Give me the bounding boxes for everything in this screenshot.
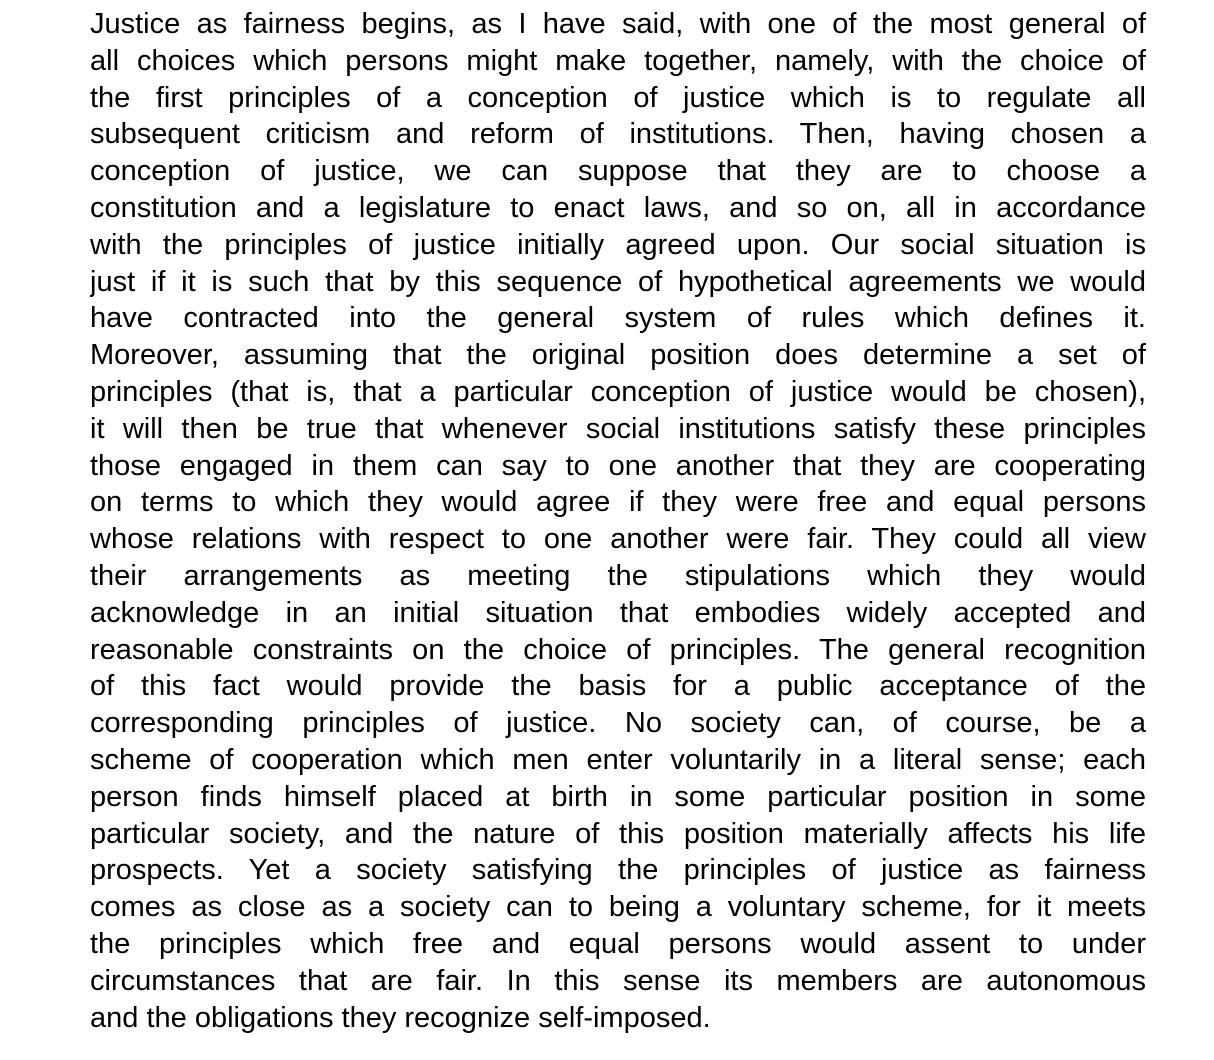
paragraph-line: just if it is such that by this sequence of hypothetical agreements we would	[90, 265, 1146, 298]
paragraph-line: reasonable constraints on the choice of principles. The general recognition	[90, 633, 1146, 666]
paragraph-line: corresponding principles of justice. No society can, of course, be a	[90, 707, 1146, 740]
paragraph-line: their arrangements as meeting the stipulations which they would	[90, 559, 1146, 592]
paragraph-line: constitution and a legislature to enact laws, and so on, all in accordance	[90, 191, 1146, 224]
paragraph-line: all choices which persons might make together, namely, with the choice of	[90, 44, 1146, 77]
paragraph-line: prospects. Yet a society satisfying the principles of justice as fairness	[90, 854, 1146, 887]
paragraph-line: person finds himself placed at birth in some particular position in some	[90, 780, 1146, 813]
paragraph-line: scheme of cooperation which men enter voluntarily in a literal sense; each	[90, 743, 1146, 776]
paragraph-line: whose relations with respect to one another were fair. They could all view	[90, 523, 1146, 556]
paragraph-line: of this fact would provide the basis for a public acceptance of the	[90, 670, 1146, 703]
paragraph-line: acknowledge in an initial situation that embodies widely accepted and	[90, 596, 1146, 629]
document-page	[90, 6, 1146, 1036]
paragraph-line: the principles which free and equal persons would assent to under	[90, 927, 1146, 960]
paragraph-line: particular society, and the nature of this position materially affects his life	[90, 817, 1146, 850]
paragraph-line: subsequent criticism and reform of institutions. Then, having chosen a	[90, 118, 1146, 151]
paragraph-line: those engaged in them can say to one another that they are cooperating	[90, 449, 1146, 482]
paragraph-line: principles (that is, that a particular conception of justice would be chosen),	[90, 375, 1146, 408]
paragraph-line: and the obligations they recognize self-imposed.	[90, 1001, 711, 1034]
paragraph-line: the first principles of a conception of justice which is to regulate all	[90, 81, 1146, 114]
paragraph-line: conception of justice, we can suppose that they are to choose a	[90, 155, 1146, 188]
paragraph-line: on terms to which they would agree if they were free and equal persons	[90, 486, 1146, 519]
paragraph-line: with the principles of justice initially agreed upon. Our social situation is	[90, 228, 1146, 261]
body-paragraph	[90, 6, 1146, 1036]
paragraph-line: comes as close as a society can to being a voluntary scheme, for it meets	[90, 891, 1146, 924]
paragraph-line: have contracted into the general system of rules which defines it.	[90, 302, 1146, 335]
paragraph-line: Justice as fairness begins, as I have said, with one of the most general of	[90, 8, 1146, 40]
paragraph-line: Moreover, assuming that the original position does determine a set of	[90, 339, 1146, 372]
paragraph-line: circumstances that are fair. In this sense its members are autonomous	[90, 964, 1146, 997]
paragraph-line: it will then be true that whenever social institutions satisfy these principles	[90, 412, 1146, 445]
